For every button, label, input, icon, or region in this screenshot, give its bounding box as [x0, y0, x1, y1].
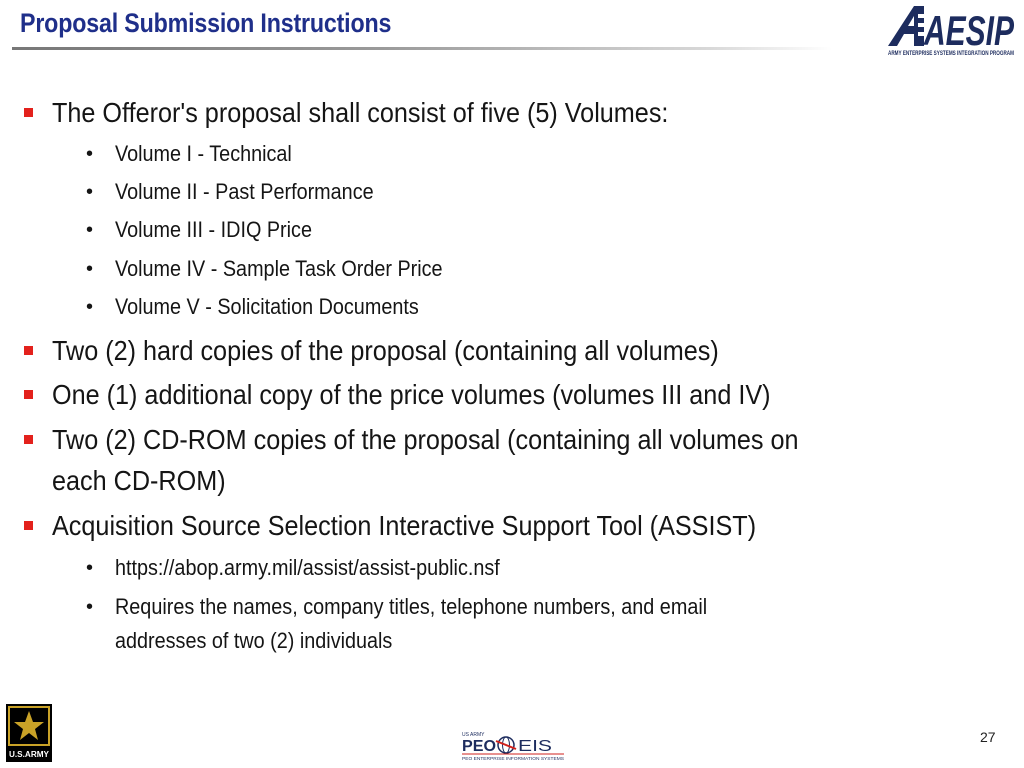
aesip-logo-text: AESIP: [923, 7, 1015, 54]
sub-bullet-dot: •: [86, 143, 94, 165]
bullet-text-continuation: each CD-ROM): [52, 465, 226, 496]
title-underline: [12, 47, 832, 50]
sub-bullet-dot: •: [86, 219, 94, 241]
sub-bullet-dot: •: [86, 258, 94, 280]
sub-bullet-dot: •: [86, 596, 94, 618]
peo-top-text: US ARMY: [462, 732, 485, 738]
sub-bullet-text: Volume V - Solicitation Documents: [115, 294, 419, 319]
bullet-square: [24, 108, 33, 117]
bullet-square: [24, 346, 33, 355]
sub-bullet-dot: •: [86, 557, 94, 579]
peo-subtitle: PEO ENTERPRISE INFORMATION SYSTEMS: [462, 756, 565, 761]
aesip-logo: [884, 4, 1016, 58]
aesip-logo-subtitle: ARMY ENTERPRISE SYSTEMS INTEGRATION PROGRAM: [888, 51, 1014, 57]
sub-bullet-text: Volume III - IDIQ Price: [115, 217, 312, 242]
us-army-logo: [6, 704, 52, 762]
sub-bullet-dot: •: [86, 296, 94, 318]
bullet-text: Two (2) hard copies of the proposal (containing all volumes): [52, 335, 719, 366]
eis-logo-text: EIS: [518, 738, 552, 755]
sub-bullet-text: Volume IV - Sample Task Order Price: [115, 256, 443, 281]
bullet-text: Two (2) CD-ROM copies of the proposal (containing all volumes on: [52, 424, 799, 455]
bullet-square: [24, 390, 33, 399]
bullet-square: [24, 435, 33, 444]
sub-bullet-text: Volume II - Past Performance: [115, 179, 374, 204]
bullet-text: One (1) additional copy of the price volumes (volumes III and IV): [52, 379, 771, 410]
sub-bullet-text: Requires the names, company titles, telephone numbers, and email: [115, 594, 708, 619]
sub-bullet-text: Volume I - Technical: [115, 141, 292, 166]
peo-eis-logo: [460, 730, 566, 762]
sub-bullet-dot: •: [86, 181, 94, 203]
slide-title: Proposal Submission Instructions: [20, 8, 392, 38]
assist-url: https://abop.army.mil/assist/assist-public.nsf: [115, 555, 500, 580]
bullet-square: [24, 521, 33, 530]
peo-logo-text: PEO: [462, 738, 496, 755]
sub-bullet-text-continuation: addresses of two (2) individuals: [115, 628, 393, 653]
page-number: 27: [980, 729, 996, 745]
bullet-text: Acquisition Source Selection Interactive Support Tool (ASSIST): [52, 510, 757, 541]
army-logo-text: U.S.ARMY: [9, 750, 50, 759]
bullet-text: The Offeror's proposal shall consist of five (5) Volumes:: [52, 97, 669, 128]
